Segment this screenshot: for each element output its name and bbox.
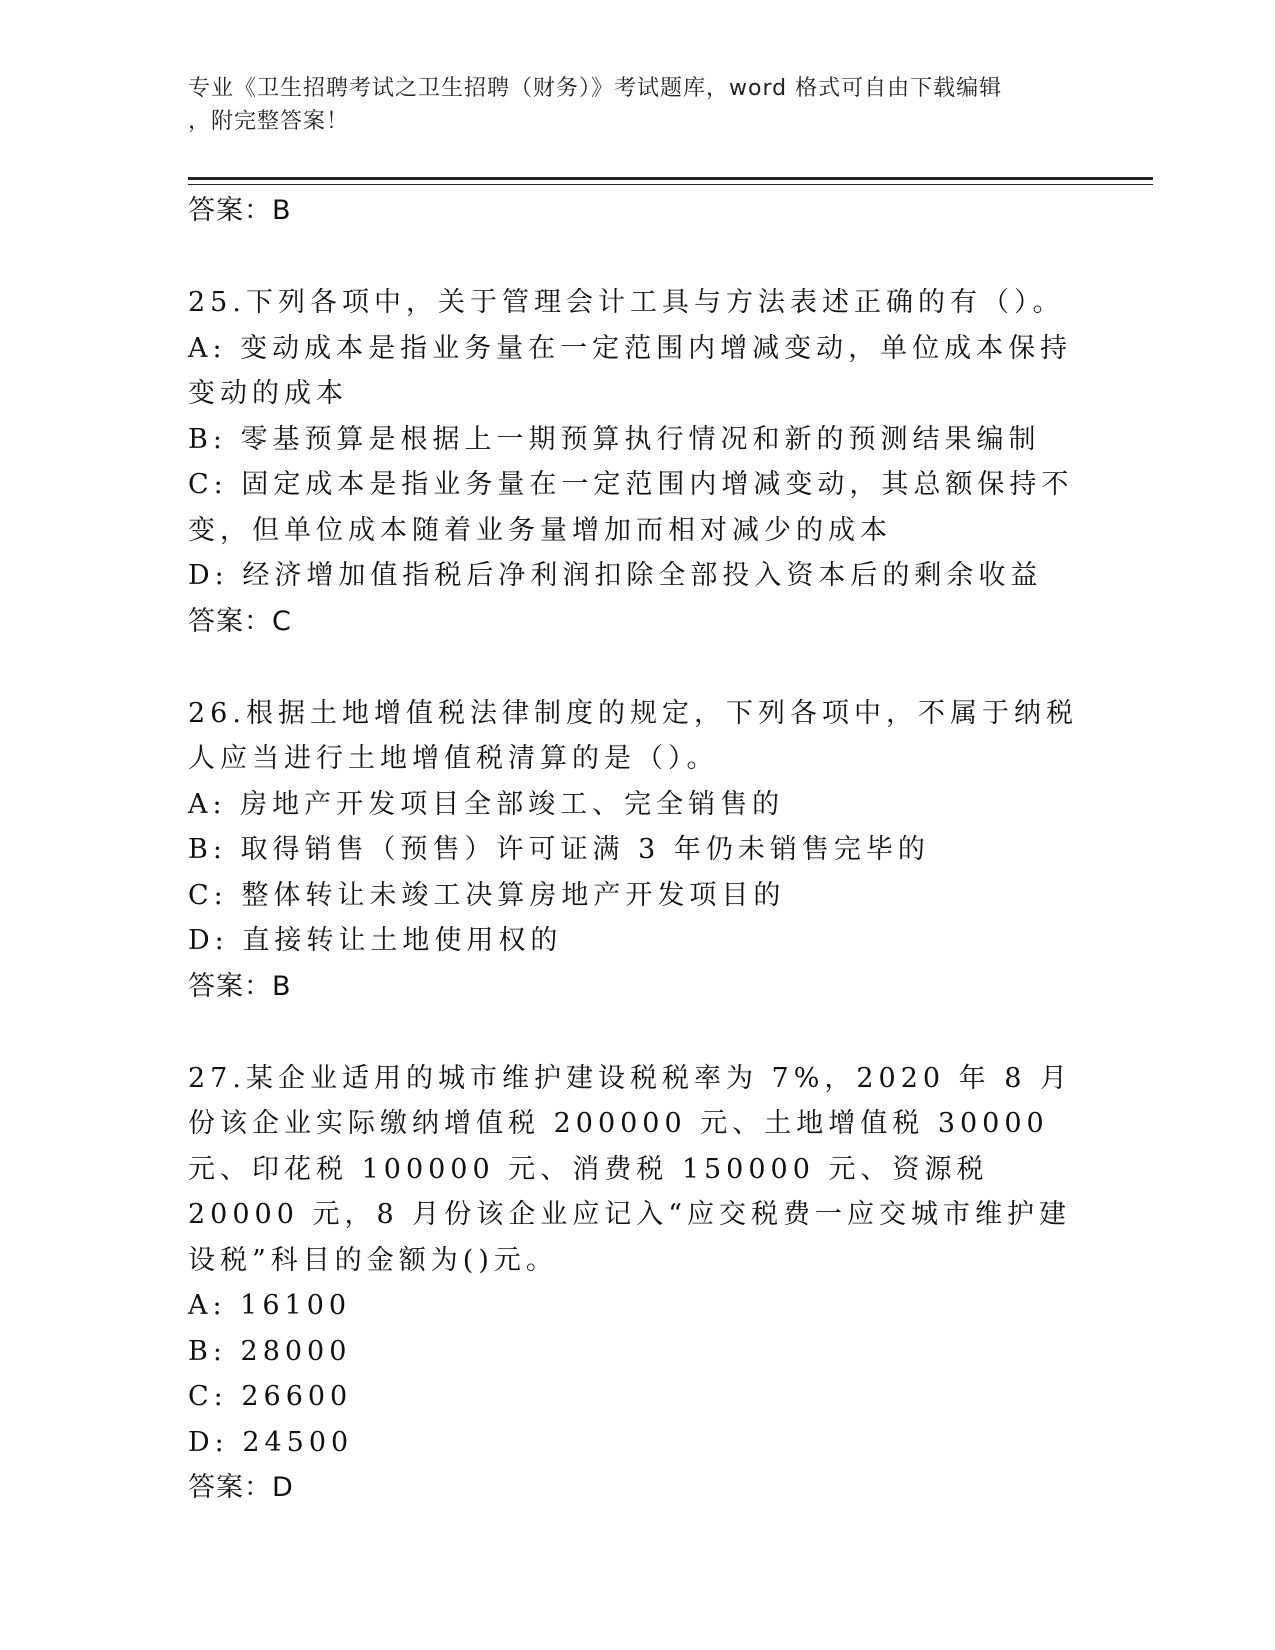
question-option: C: 固定成本是指业务量在一定范围内增减变动，其总额保持不变，但单位成本随着业务量增加而相对减少的成本 xyxy=(188,469,1074,546)
page-header xyxy=(188,72,1088,138)
question-block xyxy=(188,691,1088,1009)
question-option: B: 取得销售（预售）许可证满 3 年仍未销售完毕的 xyxy=(188,834,930,865)
question-stem: 26.根据土地增值税法律制度的规定，下列各项中，不属于纳税人应当进行土地增值税清算的是（）。 xyxy=(188,697,1078,774)
answer-label: 答案：C xyxy=(188,605,292,637)
header-line: 专业《卫生招聘考试之卫生招聘（财务）》考试题库，word 格式可自由下载编辑 xyxy=(188,76,1003,101)
header-line: ，附完整答案！ xyxy=(188,109,350,134)
question-option: A: 变动成本是指业务量在一定范围内增减变动，单位成本保持变动的成本 xyxy=(188,332,1073,409)
question-block xyxy=(188,280,1088,644)
question-option: D: 直接转让土地使用权的 xyxy=(188,925,563,956)
question-stem: 27.某企业适用的城市维护建设税税率为 7%，2020 年 8 月份该企业实际缴纳增值税 200000 元、土地增值税 30000 元、印花税 100000 元、消费税 150000 元、资源税 20000 元，8 月份该企业应记入“应交税费一应交城市维护建设税”科目的金额为()元。 xyxy=(188,1062,1072,1276)
question-option: B: 28000 xyxy=(188,1335,352,1367)
question-option: A: 房地产开发项目全部竣工、完全销售的 xyxy=(188,788,785,820)
answer-label: 答案：D xyxy=(188,1472,294,1503)
question-option: A: 16100 xyxy=(188,1290,352,1321)
question-option: B: 零基预算是根据上一期预算执行情况和新的预测结果编制 xyxy=(188,423,1041,455)
question-stem: 25.下列各项中，关于管理会计工具与方法表述正确的有（）。 xyxy=(188,287,1065,318)
header-rule xyxy=(188,177,1153,180)
answer-label: 答案：B xyxy=(188,970,292,1002)
question-option: C: 整体转让未竣工决算房地产开发项目的 xyxy=(188,879,786,911)
question-block xyxy=(188,1056,1088,1511)
document-body xyxy=(188,188,1088,1510)
header-rule xyxy=(188,184,1153,185)
question-option: C: 26600 xyxy=(188,1381,353,1412)
answer-label: 答案：B xyxy=(188,195,292,226)
question-option: D: 经济增加值指税后净利润扣除全部投入资本后的剩余收益 xyxy=(188,560,1043,591)
question-option: D: 24500 xyxy=(188,1426,354,1458)
